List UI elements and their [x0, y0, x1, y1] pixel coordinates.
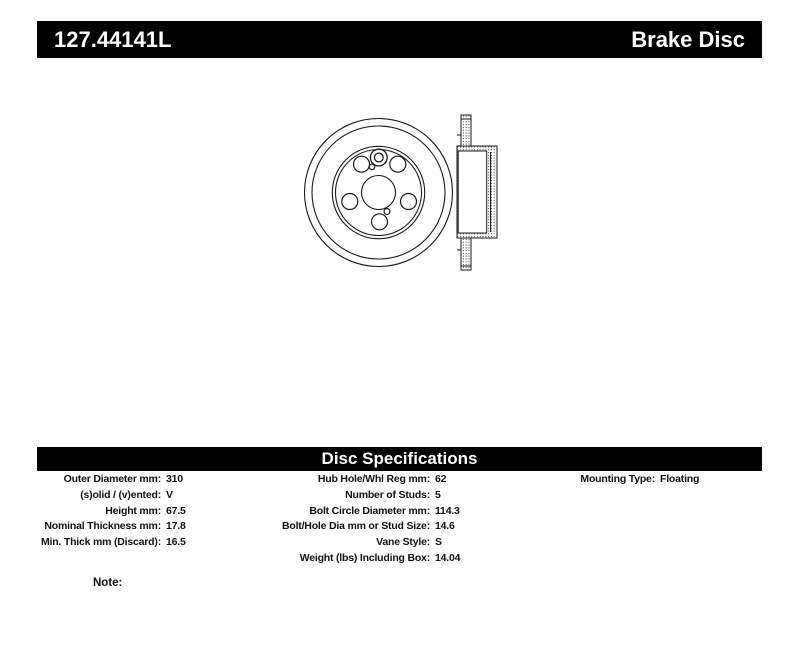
stud-holes	[342, 156, 417, 230]
spec-section-bar	[37, 447, 762, 471]
spec-label: Min. Thick mm (Discard):	[40, 536, 161, 549]
stud-hole	[354, 156, 370, 172]
spec-label: Bolt/Hole Dia mm or Stud Size:	[281, 520, 430, 533]
spec-value: 16.5	[166, 536, 186, 549]
friction-ring-section-bottom	[461, 238, 471, 270]
spec-label: Nominal Thickness mm:	[44, 520, 161, 533]
friction-ring-section-top	[461, 115, 471, 146]
set-screw-hole	[384, 209, 390, 215]
set-screw-hole	[369, 164, 375, 170]
hat-outer-ring	[332, 146, 424, 238]
brake-disc-technical-drawing	[290, 103, 515, 283]
spec-value: Floating	[660, 473, 700, 485]
spec-label: Bolt Circle Diameter mm:	[309, 504, 430, 517]
spec-label: Number of Studs:	[345, 488, 430, 501]
spec-value: 17.8	[166, 520, 186, 533]
spec-value: 14.04	[435, 551, 461, 564]
spec-label: Mounting Type:	[580, 473, 655, 485]
spec-column-right-values	[660, 472, 699, 488]
spec-label: Height mm:	[105, 504, 161, 517]
stud-hole	[401, 194, 417, 210]
spec-value: 5	[435, 488, 441, 501]
disc-outer-edge	[305, 119, 453, 267]
spec-value: 14.6	[435, 520, 455, 533]
spec-value: 62	[435, 473, 447, 485]
spec-label: Weight (lbs) Including Box:	[299, 551, 430, 564]
stud-hole	[342, 194, 358, 210]
brake-disc-cross-section-view	[457, 115, 497, 270]
hub-register-hole	[370, 149, 387, 166]
stud-hole	[372, 214, 388, 230]
spec-value: S	[435, 536, 442, 549]
spec-column-right-labels	[0, 472, 655, 488]
spec-label: Vane Style:	[376, 536, 430, 549]
center-bore	[362, 176, 396, 210]
header-bar	[37, 21, 762, 58]
spec-value: V	[166, 488, 173, 501]
note-label: Note:	[93, 577, 123, 589]
spec-label: Hub Hole/Whl Reg mm:	[317, 473, 430, 485]
hat-section-cavity	[458, 151, 487, 233]
spec-value: 67.5	[166, 504, 186, 517]
brake-disc-front-view	[305, 119, 453, 267]
spec-value: 310	[166, 473, 183, 485]
spec-label: (s)olid / (v)ented:	[80, 488, 161, 501]
spec-label: Outer Diameter mm:	[63, 473, 161, 485]
product-title: Brake Disc	[631, 26, 745, 52]
spec-section-title: Disc Specifications	[321, 449, 478, 468]
stud-hole	[390, 156, 406, 172]
spec-value: 114.3	[435, 504, 460, 517]
part-number: 127.44141L	[54, 26, 172, 52]
